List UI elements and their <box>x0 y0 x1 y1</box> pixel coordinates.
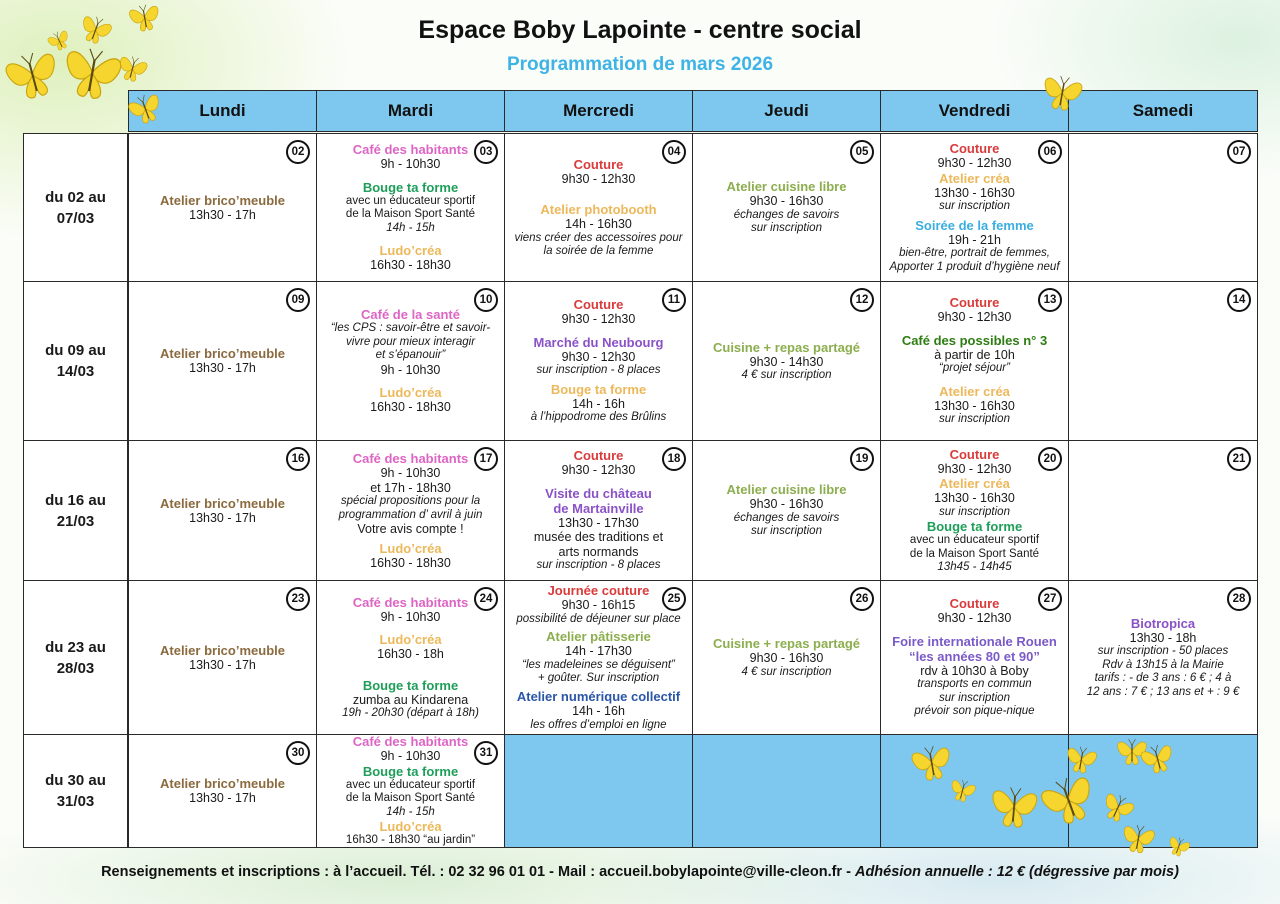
day-number: 02 <box>286 140 310 164</box>
butterfly-icon <box>1117 817 1160 864</box>
activity-title: Couture <box>573 156 624 172</box>
day-cell <box>692 580 881 735</box>
day-number: 03 <box>474 140 498 164</box>
week-label: du 16 au 21/03 <box>23 440 128 581</box>
butterfly-icon <box>1036 67 1088 123</box>
day-number: 18 <box>662 447 686 471</box>
activity-title: Café des habitants <box>352 142 469 158</box>
week-label: du 23 au 28/03 <box>23 580 128 735</box>
activity-detail: et 17h - 18h30 <box>370 480 451 495</box>
activity-title: Ludo’créa <box>379 540 442 556</box>
activity-detail: 16h30 - 18h30 <box>370 258 451 273</box>
activity-detail: 9h30 - 12h30 <box>561 463 636 478</box>
activity-detail: arts normands <box>558 544 639 559</box>
activity-title: Ludo’créa <box>379 819 442 835</box>
activity-detail: rdv à 10h30 à Boby <box>920 663 1029 678</box>
day-cell <box>316 440 505 581</box>
activity-detail: sur inscription <box>751 222 822 235</box>
activity-detail: sur inscription - 50 places <box>1097 645 1229 658</box>
activity-title: Bouge ta forme <box>362 179 459 195</box>
activity-title: Atelier brico’meuble <box>160 495 285 511</box>
activity-detail: musée des traditions et <box>533 530 664 545</box>
activity-detail: sur inscription - 8 places <box>536 364 661 377</box>
day-cell <box>1068 580 1258 735</box>
activity-detail: 13h30 - 17h <box>189 361 256 376</box>
activity-detail: échanges de savoirs <box>733 208 840 221</box>
activity-detail: transports en commun <box>917 678 1032 691</box>
day-number: 06 <box>1038 140 1062 164</box>
activity-title: de Martainville <box>553 500 644 516</box>
day-number: 26 <box>850 587 874 611</box>
activity-title: Couture <box>949 141 1000 156</box>
activity-title: Visite du château <box>545 485 652 501</box>
activity-title: Atelier créa <box>939 476 1010 491</box>
day-cell <box>504 440 693 581</box>
activity-detail: viens créer des accessoires pour <box>514 231 683 244</box>
activity-title: Bouge ta forme <box>550 381 647 397</box>
activity-title: Café des habitants <box>352 594 469 610</box>
activity-detail: 9h30 - 16h30 <box>749 194 824 209</box>
footer-contact: Renseignements et inscriptions : à l’accueil. Tél. : 02 32 96 01 01 - Mail : accueil.bobylapointe@ville-cleon.fr - <box>101 864 855 880</box>
activity-detail: sur inscription <box>939 200 1010 212</box>
activity-detail: 14h - 16h30 <box>565 217 632 231</box>
activity-title: Couture <box>949 295 1000 311</box>
activity-detail: 13h30 - 17h <box>189 510 256 525</box>
activity-detail: de la Maison Sport Santé <box>345 208 476 221</box>
activity-title: Couture <box>573 297 624 313</box>
day-number: 25 <box>662 587 686 611</box>
activity-detail: avec un éducateur sportif <box>345 778 476 791</box>
day-number: 11 <box>662 288 686 312</box>
day-number: 17 <box>474 447 498 471</box>
day-cell <box>504 281 693 441</box>
day-number: 31 <box>474 741 498 765</box>
activity-detail: 14h - 16h <box>572 704 625 718</box>
day-header-3: Jeudi <box>692 90 881 132</box>
activity-title: Atelier photobooth <box>540 202 657 217</box>
day-number: 16 <box>286 447 310 471</box>
activity-detail: 9h30 - 12h30 <box>937 310 1012 325</box>
butterfly-icon <box>125 0 165 42</box>
day-header-4: Vendredi <box>880 90 1069 132</box>
activity-detail: la soirée de la femme <box>543 245 654 257</box>
activity-title: Atelier brico’meuble <box>160 192 285 208</box>
activity-title: Bouge ta forme <box>926 519 1023 534</box>
activity-detail: 12 ans : 7 € ; 13 ans et + : 9 € <box>1086 685 1240 698</box>
day-cell <box>880 133 1069 282</box>
week-label: du 09 au 14/03 <box>23 281 128 441</box>
page-subtitle: Programmation de mars 2026 <box>506 54 774 75</box>
activity-detail: Votre avis compte ! <box>357 522 464 536</box>
day-cell <box>128 281 317 441</box>
page-title: Espace Boby Lapointe - centre social <box>418 16 862 44</box>
activity-detail: 19h - 21h <box>948 232 1001 247</box>
activity-detail: tarifs : - de 3 ans : 6 € ; 4 à <box>1094 672 1232 685</box>
activity-detail: 9h - 10h30 <box>380 362 441 377</box>
activity-detail: Apporter 1 produit d’hygiène neuf <box>889 260 1060 273</box>
activity-detail: 14h - 17h30 <box>565 644 632 659</box>
activity-detail: 13h45 - 14h45 <box>937 561 1012 573</box>
activity-detail: à partir de 10h <box>934 347 1015 362</box>
day-cell <box>128 440 317 581</box>
day-cell <box>692 440 881 581</box>
day-number: 19 <box>850 447 874 471</box>
activity-detail: 13h30 - 16h30 <box>934 185 1015 200</box>
activity-detail: vivre pour mieux interagir <box>345 335 476 348</box>
activity-title: Marché du Neubourg <box>533 334 664 350</box>
day-header-5: Samedi <box>1068 90 1258 132</box>
day-cell <box>128 133 317 282</box>
activity-detail: 9h30 - 12h30 <box>937 611 1012 626</box>
day-number: 14 <box>1227 288 1251 312</box>
activity-detail: 9h30 - 16h30 <box>749 651 824 665</box>
day-number: 20 <box>1038 447 1062 471</box>
activity-title: Café de la santé <box>361 307 460 323</box>
activity-title: Ludo’créa <box>379 632 442 647</box>
activity-title: Atelier brico’meuble <box>160 776 285 792</box>
day-cell <box>1068 440 1258 581</box>
activity-detail: de la Maison Sport Santé <box>345 792 476 805</box>
day-cell <box>128 580 317 735</box>
activity-detail: sur inscription <box>939 691 1010 704</box>
day-cell <box>316 281 505 441</box>
activity-detail: 9h30 - 14h30 <box>749 354 824 369</box>
activity-title: Café des habitants <box>352 451 469 466</box>
activity-detail: 9h30 - 12h30 <box>561 171 636 186</box>
day-number: 07 <box>1227 140 1251 164</box>
activity-detail: échanges de savoirs <box>733 511 840 524</box>
activity-title: Couture <box>949 596 1000 612</box>
day-number: 21 <box>1227 447 1251 471</box>
footer-membership: Adhésion annuelle : 12 € (dégressive par mois) <box>854 864 1179 880</box>
activity-title: Couture <box>949 446 1000 462</box>
activity-detail: 16h30 - 18h <box>377 647 444 661</box>
activity-title: Café des habitants <box>352 734 469 750</box>
day-cell <box>316 133 505 282</box>
butterfly-icon <box>1061 739 1101 783</box>
activity-detail: 9h30 - 12h30 <box>937 156 1012 170</box>
activity-detail: zumba au Kindarena <box>352 692 469 707</box>
activity-detail: 16h30 - 18h30 “au jardin” <box>345 834 476 847</box>
day-header-2: Mercredi <box>504 90 693 132</box>
activity-detail: 14h - 15h <box>386 805 435 818</box>
day-number: 30 <box>286 741 310 765</box>
activity-detail: 9h - 10h30 <box>380 609 441 624</box>
activity-title: Atelier créa <box>939 383 1010 399</box>
activity-detail: 9h30 - 12h30 <box>937 461 1012 476</box>
day-cell <box>880 580 1069 735</box>
activity-detail: prévoir son pique-nique <box>914 705 1035 718</box>
activity-detail: 13h30 - 17h30 <box>558 515 639 530</box>
activity-title: Bouge ta forme <box>362 677 459 693</box>
activity-detail: “les madeleines se déguisent” <box>522 658 675 671</box>
day-cell <box>504 580 693 735</box>
activity-title: Biotropica <box>1130 615 1196 631</box>
day-cell <box>128 734 317 848</box>
day-number: 05 <box>850 140 874 164</box>
activity-title: Soirée de la femme <box>915 217 1034 233</box>
day-header-1: Mardi <box>316 90 505 132</box>
activity-detail: 13h30 - 17h <box>189 791 256 806</box>
activity-title: Ludo’créa <box>379 385 442 401</box>
activity-detail: Rdv à 13h15 à la Mairie <box>1102 658 1224 671</box>
activity-detail: bien-être, portrait de femmes, <box>899 247 1050 259</box>
day-header-0: Lundi <box>128 90 317 132</box>
day-cell <box>880 281 1069 441</box>
activity-detail: sur inscription <box>939 505 1010 518</box>
activity-detail: 19h - 20h30 (départ à 18h) <box>342 707 479 719</box>
activity-detail: 14h - 15h <box>386 221 435 234</box>
week-label: du 02 au 07/03 <box>23 133 128 282</box>
activity-detail: 16h30 - 18h30 <box>370 555 451 570</box>
activity-detail: programmation d’ avril à juin <box>338 508 483 521</box>
activity-detail: 4 € sur inscription <box>741 369 832 381</box>
activity-title: Atelier créa <box>939 170 1010 186</box>
activity-title: Ludo’créa <box>379 243 442 259</box>
day-number: 04 <box>662 140 686 164</box>
activity-detail: 9h30 - 12h30 <box>561 312 636 327</box>
activity-detail: 13h30 - 17h <box>189 207 256 222</box>
activity-title: Café des possibles n° 3 <box>901 332 1048 348</box>
day-cell <box>504 133 693 282</box>
day-cell <box>316 734 505 848</box>
day-number: 13 <box>1038 288 1062 312</box>
day-cell <box>316 580 505 735</box>
day-number: 23 <box>286 587 310 611</box>
activity-detail: “projet séjour” <box>939 362 1010 375</box>
activity-detail: 9h30 - 12h30 <box>561 349 636 364</box>
day-cell <box>1068 133 1258 282</box>
activity-detail: 16h30 - 18h30 <box>370 400 451 415</box>
week-label: du 30 au 31/03 <box>23 734 128 848</box>
day-cell <box>504 734 693 848</box>
activity-detail: et s’épanouir” <box>375 349 446 362</box>
footer-info <box>0 864 1280 880</box>
activity-title: Journée couture <box>547 583 650 598</box>
activity-detail: 13h30 - 16h30 <box>934 398 1015 413</box>
activity-title: Foire internationale Rouen <box>892 633 1057 649</box>
activity-detail: 9h - 10h30 <box>380 466 441 480</box>
activity-detail: 13h30 - 17h <box>189 657 256 672</box>
day-number: 27 <box>1038 587 1062 611</box>
activity-detail: 9h - 10h30 <box>380 157 441 172</box>
activity-detail: 13h30 - 18h <box>1129 630 1197 645</box>
activity-title: Cuisine + repas partagé <box>712 636 861 651</box>
activity-title: Atelier brico’meuble <box>160 346 285 362</box>
activity-detail: 9h30 - 16h30 <box>749 497 824 512</box>
day-cell <box>692 734 881 848</box>
day-cell <box>880 440 1069 581</box>
activity-detail: de la Maison Sport Santé <box>909 547 1040 560</box>
activity-title: Atelier pâtisserie <box>546 629 651 645</box>
day-number: 09 <box>286 288 310 312</box>
activity-detail: possibilité de déjeuner sur place <box>516 612 681 625</box>
activity-title: Atelier numérique collectif <box>516 689 681 704</box>
activity-detail: spécial propositions pour la <box>340 495 481 507</box>
day-cell <box>692 281 881 441</box>
activity-detail: 14h - 16h <box>572 396 625 411</box>
activity-title: “les années 80 et 90” <box>909 648 1040 664</box>
activity-detail: les offres d’emploi en ligne <box>530 718 667 731</box>
activity-title: Couture <box>573 448 624 464</box>
activity-detail: “les CPS : savoir-être et savoir- <box>330 322 491 335</box>
activity-detail: sur inscription <box>751 525 822 538</box>
activity-detail: avec un éducateur sportif <box>345 194 476 207</box>
day-number: 10 <box>474 288 498 312</box>
activity-detail: avec un éducateur sportif <box>909 534 1040 546</box>
activity-detail: sur inscription - 8 places <box>536 559 661 572</box>
activity-detail: + goûter. Sur inscription <box>537 672 660 685</box>
day-cell <box>1068 281 1258 441</box>
day-number: 12 <box>850 288 874 312</box>
activity-title: Atelier cuisine libre <box>726 179 847 195</box>
activity-detail: 13h30 - 16h30 <box>934 491 1015 505</box>
activity-detail: 9h - 10h30 <box>380 749 441 764</box>
activity-title: Bouge ta forme <box>362 763 459 779</box>
activity-title: Atelier cuisine libre <box>726 482 847 498</box>
day-number: 24 <box>474 587 498 611</box>
day-cell <box>692 133 881 282</box>
activity-detail: 9h30 - 16h15 <box>561 598 636 612</box>
activity-title: Cuisine + repas partagé <box>712 339 861 355</box>
activity-title: Atelier brico’meuble <box>160 642 285 658</box>
activity-detail: à l’hippodrome des Brûlins <box>530 411 667 424</box>
activity-detail: 4 € sur inscription <box>741 665 832 678</box>
day-number: 28 <box>1227 587 1251 611</box>
activity-detail: sur inscription <box>939 413 1010 426</box>
